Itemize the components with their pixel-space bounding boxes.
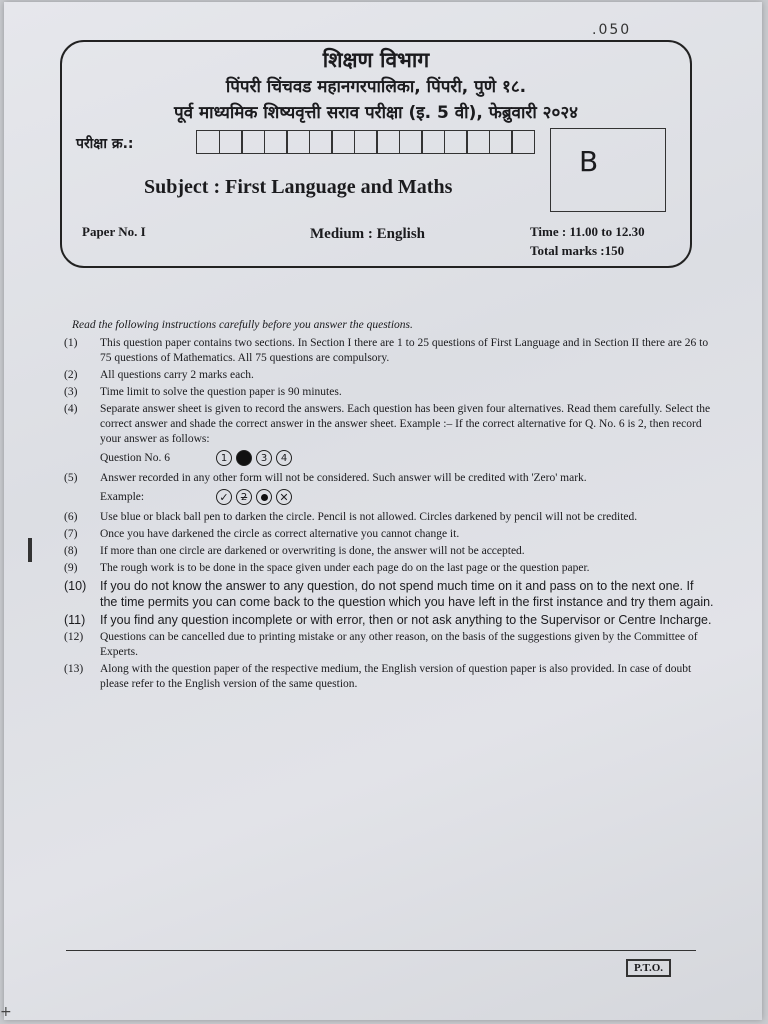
instruction-item: (2) All questions carry 2 marks each.: [64, 369, 254, 381]
medium-label: Medium : English: [310, 226, 426, 242]
serial-number: .050: [592, 22, 632, 38]
exam-number-cell: [511, 130, 535, 154]
dot-circle: [256, 489, 272, 505]
margin-mark: [28, 538, 32, 562]
exam-number-cell: [331, 130, 355, 154]
instruction-item: (5) Answer recorded in any other form will not be considered. Such answer will be credited with 'Zero' mark. Example: ✓ 2 ✕: [64, 471, 714, 508]
corner-plus-icon: +: [0, 1004, 12, 1020]
instruction-item: (13) Along with the question paper of the respective medium, the English version of question paper is also provided. In case of doubt please refer to the English version of the same question.: [64, 663, 692, 690]
instruction-item: (10) If you do not know the answer to any question, do not spend much time on it and pass on to the next one. If the time permits you can come back to the question which you have left in the first instance and try them again.: [64, 579, 714, 609]
instruction-item: (6) Use blue or black ball pen to darken the circle. Pencil is not allowed. Circles darkened by pencil will not be credited.: [64, 511, 638, 523]
paper-number: Paper No. I: [82, 224, 146, 239]
pto-label: P.T.O.: [626, 959, 671, 977]
header-box: [60, 40, 692, 268]
tick-mark-circle: ✓: [216, 489, 232, 505]
cross-mark-circle: ✕: [276, 489, 292, 505]
instruction-item: (11) If you find any question incomplete or with error, then or not ask anything to the Supervisor or Centre Incharge.: [64, 613, 712, 627]
option-circle-filled: [236, 450, 252, 466]
example-wrong-label: Example:: [100, 490, 145, 503]
exam-number-cell: [264, 130, 288, 154]
example-correct-row: [100, 447, 714, 469]
exam-number-cell: [376, 130, 400, 154]
paper-set-letter: B: [579, 145, 599, 178]
exam-number-cell: [219, 130, 243, 154]
instruction-item: (3) Time limit to solve the question paper is 90 minutes.: [64, 386, 342, 398]
instruction-item: (7) Once you have darkened the circle as correct alternative you cannot change it.: [64, 528, 460, 540]
instructions-intro: Read the following instructions carefully before you answer the questions.: [72, 319, 413, 331]
instruction-item: (12) Questions can be cancelled due to printing mistake or any other reason, on the basis of the suggestions given by the Committee of Experts.: [64, 631, 698, 658]
department-title: शिक्षण विभाग: [322, 48, 430, 72]
option-circle: 3: [256, 450, 272, 466]
exam-number-boxes: [196, 130, 534, 154]
exam-number-cell: [196, 130, 220, 154]
paper-set-box: [550, 128, 666, 212]
instruction-item: (4) Separate answer sheet is given to record the answers. Each question has been given four alternatives. Read them carefully. Select the correct answer and shade the correct answer in the answer sheet. Example :– If the correct alternative for Q. No. 6 is 2, then record your answer as follows: Question No. 6 1 3 4: [64, 402, 714, 469]
example-question-label: Question No. 6: [100, 451, 170, 464]
exam-number-cell: [286, 130, 310, 154]
exam-number-cell: [444, 130, 468, 154]
corporation-name: पिंपरी चिंचवड महानगरपालिका, पिंपरी, पुणे १८.: [225, 77, 527, 97]
instructions-list: [64, 336, 714, 694]
exam-number-cell: [309, 130, 333, 154]
time-label: Time : 11.00 to 12.30: [530, 224, 645, 239]
exam-number-cell: [489, 130, 513, 154]
question-paper-page: [4, 2, 762, 1020]
exam-number-cell: [399, 130, 423, 154]
subject-title: Subject : First Language and Maths: [144, 176, 453, 198]
option-circle: 4: [276, 450, 292, 466]
footer-rule: [66, 950, 696, 951]
exam-number-cell: [354, 130, 378, 154]
instruction-item: (1) This question paper contains two sections. In Section I there are 1 to 25 questions of First Language and in Section II there are 26 to 75 questions of Mathematics. All 75 questions are compulsory.: [64, 337, 709, 364]
instruction-item: (9) The rough work is to be done in the space given under each page do on the last page or the question paper.: [64, 562, 590, 574]
exam-number-cell: [466, 130, 490, 154]
time-and-marks: [530, 222, 645, 260]
instruction-item: (8) If more than one circle are darkened or overwriting is done, the answer will not be accepted.: [64, 545, 525, 557]
exam-name: पूर्व माध्यमिक शिष्यवृत्ती सराव परीक्षा (इ. 5 वी), फेब्रुवारी २०२४: [173, 103, 579, 123]
option-circle: 1: [216, 450, 232, 466]
struck-circle: 2: [236, 489, 252, 505]
total-marks-label: Total marks :150: [530, 243, 625, 258]
exam-number-cell: [241, 130, 265, 154]
exam-number-cell: [421, 130, 445, 154]
example-wrong-row: [100, 486, 714, 508]
exam-number-label: परीक्षा क्र.:: [76, 136, 134, 152]
